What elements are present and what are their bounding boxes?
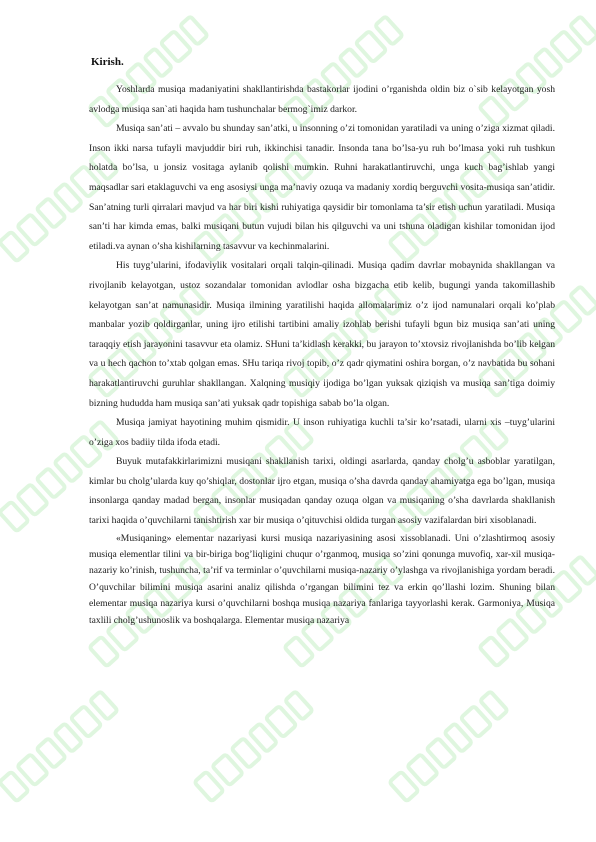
watermark-stroke [36,738,65,768]
watermark-stroke [266,706,297,737]
watermark-mark [389,691,507,801]
section-heading: Kirish. [91,56,124,68]
watermark-stroke [36,468,65,498]
watermark-stroke [339,48,367,77]
paragraph-4: Musiqa jamiyat hayotining muhim qismidir. U inson ruhiyatiga kuchli ta’sir ko’rsatadi, ularni xis –tuyg’ularini o’ziga xos badiiy tilda ifoda etadi. [89,417,555,448]
watermark-stroke [285,691,313,720]
watermark-stroke [356,31,387,62]
paragraph-6: «Musiqaning» elementar nazariyasi kursi musiqa nazariyasining asosi xissoblanadi. Uni o’zlashtirmoq asosiy musiqa elementlar tilini va bir-biriga bog’liqligini chuqur o’rganmoq, musiqa so’zini qonunga muvofiq, xar-xil musiqa-nazariy ko’rinish, tushuncha, ta’rif va terminlar o’quvchilarni musiqa-nazariy o’ylashga va rivojlanishiga yordam beradi. O’quvchilar bilimini musiqa asarini analiz qilishda o’rgangan bilimini tez va erkin qo’llashi lozim. Shuning bilan elementar musiqa nazariya kursi o’quvchilarni boshqa musiqa nazariya fanlariga tayyorlashi kerak. Garmoniya, Musiqa taxlili cholg’ushunoslik va boshqalarga. Elementar musiqa nazariya [89,532,555,626]
watermark-stroke [144,48,172,77]
document-body [89,80,555,629]
watermark-stroke [54,453,82,482]
watermark-stroke [480,691,508,720]
watermark-mark [194,691,312,801]
watermark-stroke [407,754,438,785]
watermark-stroke [479,636,508,666]
watermark-stroke [89,636,118,666]
watermark-stroke [461,706,492,737]
watermark-stroke [0,231,29,261]
watermark-stroke [231,738,260,768]
watermark-stroke [249,723,277,752]
watermark-stroke [389,771,418,801]
watermark-stroke [0,771,29,801]
watermark-stroke [54,723,82,752]
watermark-mark [0,691,118,801]
watermark-stroke [54,183,82,212]
paragraph-1: Yoshlarda musiqa madaniyatini shakllantirishda bastakorlar ijodini o’rganishda oldin biz o`sib kelayotgan yosh avlodga musiqa san`ati haqida ham tushunchalar bermog`imiz darkor. [89,84,555,115]
watermark-stroke [180,16,208,45]
watermark-stroke [570,556,596,585]
watermark-stroke [444,723,472,752]
watermark-stroke [17,754,48,785]
watermark-stroke [551,571,582,602]
watermark-stroke [284,636,313,666]
watermark-stroke [375,16,403,45]
paragraph-2: Musiqa san’ati – avvalo bu shunday san’atki, u insonning o’zi tomonidan yaratiladi va uning o’ziga xizmat qiladi. Inson ikki narsa tufayli mavjuddir biri ruh, ikkinchisi tanadir. Insonda tana bo’lsa-yu ruh bo’lmasa yoki ruh tushkun holatda bo’lsa, u jonsiz vositaga aylanib qolishi mumkin. Ruhni harakatlantiruvchi, unga kuch bag’ishlab yangi maqsadlar sari etaklaguvchi va eng asosiysi unga ma’naviy ozuqa va madaniy xordiq berguvchi vosita-musiqa san’atidir. San’atning turli qirralari mavjud va har biri kishi ruhiyatiga qaysidir bir tomonlama ta’sir etish uchun yaratiladi. Musiqa san’ti har kimda emas, balki musiqani butun vujudi bilan his qilguvchi va uni tshuna oladigan kishilar tomonidan ijod etiladi.va aynan o’sha kishilarning tasavvur va kechinmalarini. [89,123,555,252]
watermark-stroke [17,214,48,245]
watermark-stroke [161,31,192,62]
watermark-stroke [36,198,65,228]
watermark-stroke [570,286,596,315]
watermark-stroke [71,706,102,737]
paragraph-5: Buyuk mutafakkirlarimizni musiqani shakllanish tarixi, oldingi asarlarda, qanday cholg’u asboblar yaratilgan, kimlar bu cholg’ularda kuy qo’shiqlar, dostonlar ijro etgan, musiqa o’sha davrda qanday ahamiyatga ega bo’lgan, musiqa insonlarga qanday madad bergan, insonlar musiqadan qanday ozuqa olgan va musiqaning o’sha davrlarda shakllanish tarixi haqida o’quvchilarni tanishtirish xar bir musiqa o’qituvchisi oldida turgan asosiy vazifalardan biri xisoblanadi. [89,456,555,527]
watermark-stroke [17,484,48,515]
watermark-stroke [534,48,562,77]
watermark-stroke [551,31,582,62]
watermark-stroke [194,771,223,801]
watermark-stroke [0,501,29,531]
watermark-stroke [426,738,455,768]
watermark-stroke [90,691,118,720]
watermark-stroke [551,301,582,332]
paragraph-3: His tuyg’ularini, ifodaviylik vositalari orqali talqin-qilinadi. Musiqa qadim davrlar mobaynida shakllangan va rivojlanib kelayotgan, ustoz sozandalar tomonidan avlodlar osha bizgacha etib kelib, bugungi yanda takomillashib kelayotgan san’at namunasidir. Musiqa ilmining yaratilishi haqida allomalarimiz o’z ijod namunalari orqali ko’plab manbalar yozib qoldirganlar, uning ijro etilishi tartibini amaliy izohlab berishi tufayli bgun biz musiqa san’ati uning taraqqiy etish jarayonini tasavvur eta olamiz. SHuni ta’kidlash kerakki, bu jarayon to’xtovsiz rivojlanishda bo’lib kelgan va u hech qachon to’xtab qolgan emas. SHu tariqa rivoj topib, o’z qadr qiymatini oshira borgan, o’z navbatida bu sohani harakatlantiruvchi guruhlar shakllangan. Xalqning musiqiy ijodiga bo’lgan yuksak qiziqish va musiqa san’tiga doimiy bizning hududda ham musiqa san’ati yuksak qadr topishiga sabab bo’la olgan. [89,260,555,409]
watermark-stroke [570,16,596,45]
watermark-stroke [212,754,243,785]
